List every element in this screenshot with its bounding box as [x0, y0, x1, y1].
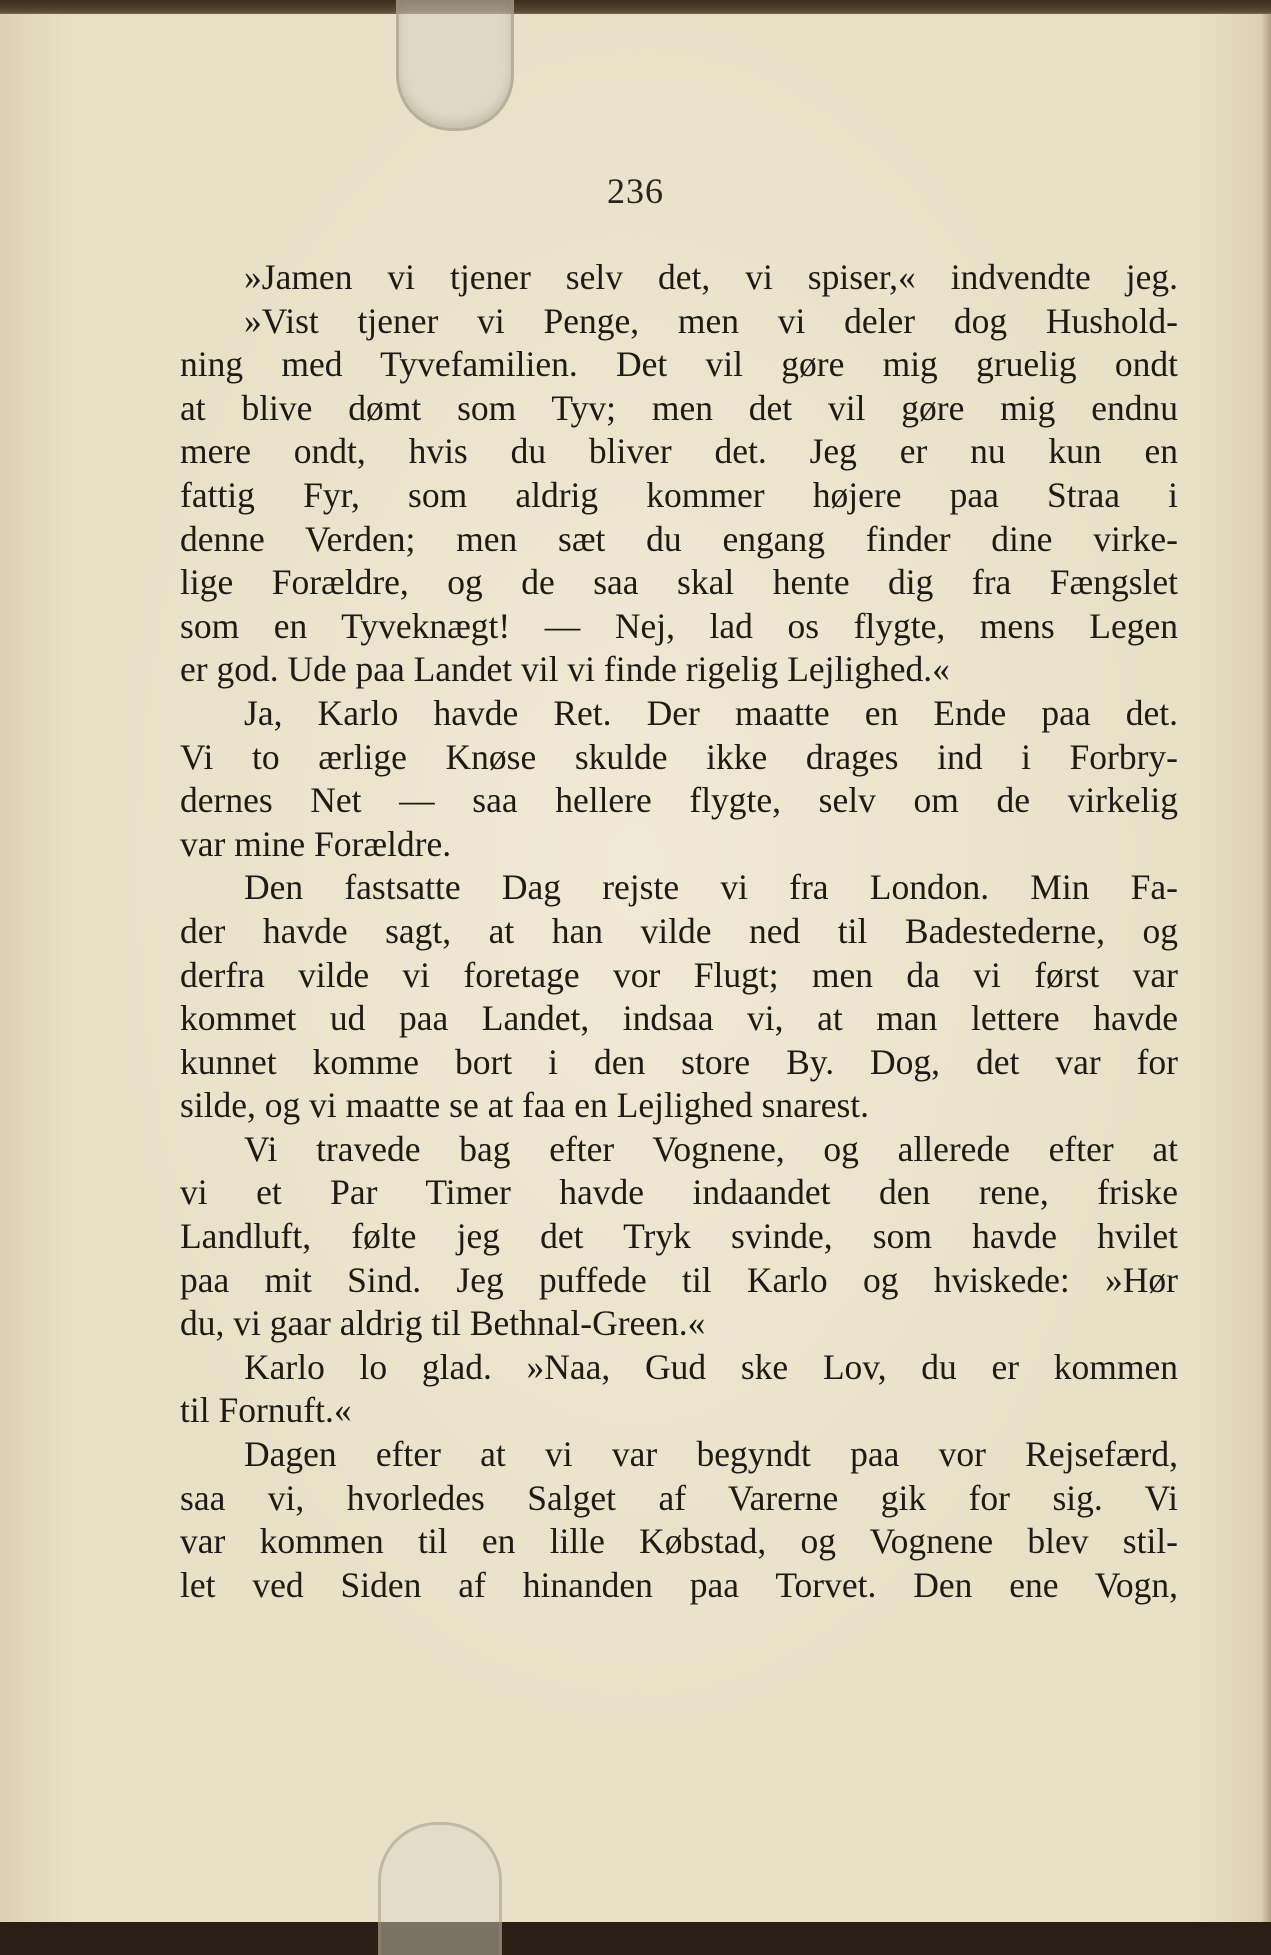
text-line: Dagen efter at vi var begyndt paa vor Rejsefærd, [244, 1434, 1178, 1475]
text-line: Landluft, følte jeg det Tryk svinde, som havde hvilet [180, 1216, 1178, 1257]
text-line: Vi to ærlige Knøse skulde ikke drages ind i Forbry- [180, 736, 1178, 777]
text-line: dernes Net — saa hellere flygte, selv om de virkelig [180, 780, 1178, 821]
text-line: du, vi gaar aldrig til Bethnal-Green.« [180, 1303, 706, 1344]
text-line: mere ondt, hvis du bliver det. Jeg er nu kun en [180, 431, 1178, 472]
page-clip-top [396, 0, 514, 131]
text-line: til Fornuft.« [180, 1390, 352, 1431]
text-line: Vi travede bag efter Vognene, og allerede efter at [244, 1128, 1178, 1169]
body-text [180, 256, 1178, 1607]
text-line: var kommen til en lille Købstad, og Vognene blev stil- [180, 1521, 1178, 1562]
text-line: fattig Fyr, som aldrig kommer højere paa Straa i [180, 474, 1178, 515]
text-line: »Jamen vi tjener selv det, vi spiser,« indvendte jeg. [244, 257, 1178, 297]
text-line: let ved Siden af hinanden paa Torvet. Den ene Vogn, [180, 1564, 1178, 1605]
text-line: paa mit Sind. Jeg puffede til Karlo og hviskede: »Hør [180, 1259, 1178, 1300]
page-right-edge [1261, 14, 1271, 1922]
text-line: saa vi, hvorledes Salget af Varerne gik for sig. Vi [180, 1477, 1178, 1518]
text-line: vi et Par Timer havde indaandet den rene, friske [180, 1172, 1178, 1213]
page-clip-bottom [378, 1822, 502, 1955]
text-line: »Vist tjener vi Penge, men vi deler dog Hushold- [244, 300, 1178, 341]
text-line: denne Verden; men sæt du engang finder dine virke- [180, 518, 1178, 559]
text-line: derfra vilde vi foretage vor Flugt; men da vi først var [180, 954, 1178, 995]
text-line: var mine Forældre. [180, 823, 452, 864]
text-line: Den fastsatte Dag rejste vi fra London. Min Fa- [244, 867, 1178, 908]
text-line: Karlo lo glad. »Naa, Gud ske Lov, du er kommen [244, 1346, 1178, 1387]
text-line: kunnet komme bort i den store By. Dog, det var for [180, 1041, 1178, 1082]
text-line: Ja, Karlo havde Ret. Der maatte en Ende paa det. [244, 692, 1178, 733]
text-line: som en Tyveknægt! — Nej, lad os flygte, mens Legen [180, 605, 1178, 646]
text-line: lige Forældre, og de saa skal hente dig fra Fængslet [180, 562, 1178, 603]
text-line: ning med Tyvefamilien. Det vil gøre mig gruelig ondt [180, 344, 1178, 385]
page-number: 236 [607, 171, 664, 211]
text-line: der havde sagt, at han vilde ned til Badestederne, og [180, 910, 1178, 951]
text-line: kommet ud paa Landet, indsaa vi, at man lettere havde [180, 998, 1178, 1039]
text-line: silde, og vi maatte se at faa en Lejlighed snarest. [180, 1085, 870, 1126]
text-line: at blive dømt som Tyv; men det vil gøre mig endnu [180, 387, 1178, 428]
text-line: er god. Ude paa Landet vil vi finde rigelig Lejlighed.« [180, 649, 950, 690]
